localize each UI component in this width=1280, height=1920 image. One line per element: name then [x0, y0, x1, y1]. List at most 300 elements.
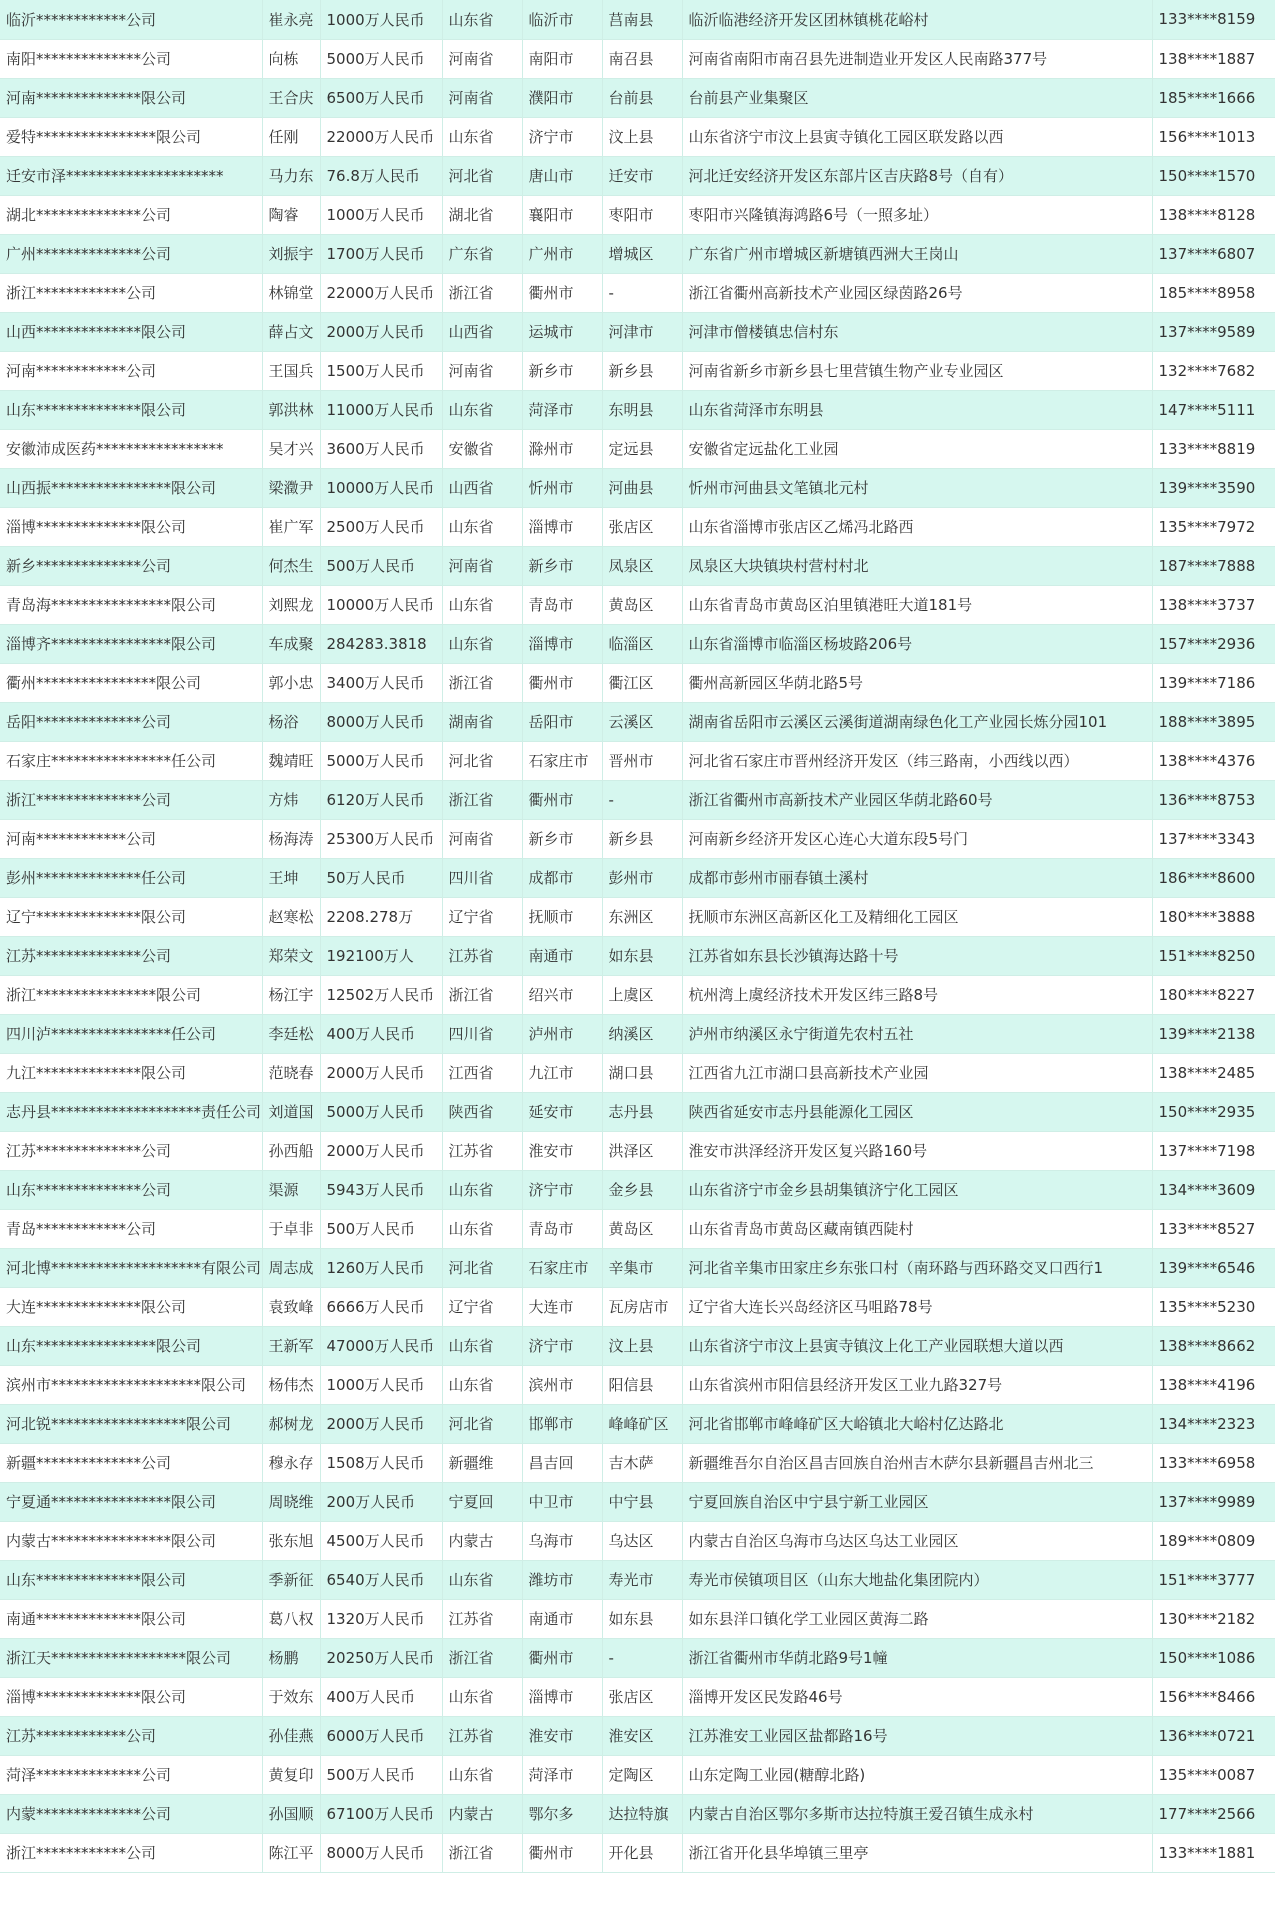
address-cell: 成都市彭州市丽春镇土溪村	[682, 858, 1152, 897]
district-cell: 乌达区	[602, 1521, 682, 1560]
address-cell: 杭州湾上虞经济技术开发区纬三路8号	[682, 975, 1152, 1014]
table-row	[0, 1443, 1275, 1482]
company-name-cell: 江苏**************公司	[0, 1131, 262, 1170]
table-row	[0, 1833, 1275, 1872]
city-cell: 济宁市	[522, 1326, 602, 1365]
district-cell: 张店区	[602, 507, 682, 546]
legal-rep-cell: 杨鹏	[262, 1638, 320, 1677]
capital-cell: 2208.278万	[320, 897, 442, 936]
address-cell: 新疆维吾尔自治区昌吉回族自治州吉木萨尔县新疆昌吉州北三	[682, 1443, 1152, 1482]
city-cell: 成都市	[522, 858, 602, 897]
company-name-cell: 江苏**************公司	[0, 936, 262, 975]
capital-cell: 500万人民币	[320, 1209, 442, 1248]
province-cell: 山东省	[442, 1677, 522, 1716]
province-cell: 内蒙古	[442, 1521, 522, 1560]
table-row	[0, 741, 1275, 780]
legal-rep-cell: 崔永亮	[262, 0, 320, 39]
district-cell: 黄岛区	[602, 585, 682, 624]
address-cell: 河南省新乡市新乡县七里营镇生物产业专业园区	[682, 351, 1152, 390]
capital-cell: 8000万人民币	[320, 702, 442, 741]
legal-rep-cell: 何杰生	[262, 546, 320, 585]
table-row	[0, 1365, 1275, 1404]
legal-rep-cell: 渠源	[262, 1170, 320, 1209]
company-name-cell: 浙江************公司	[0, 1833, 262, 1872]
district-cell: 衢江区	[602, 663, 682, 702]
legal-rep-cell: 周晓维	[262, 1482, 320, 1521]
legal-rep-cell: 杨伟杰	[262, 1365, 320, 1404]
address-cell: 山东省济宁市金乡县胡集镇济宁化工园区	[682, 1170, 1152, 1209]
capital-cell: 1700万人民币	[320, 234, 442, 273]
table-row	[0, 1287, 1275, 1326]
district-cell: 迁安市	[602, 156, 682, 195]
province-cell: 山东省	[442, 117, 522, 156]
address-cell: 浙江省衢州市高新技术产业园区华荫北路60号	[682, 780, 1152, 819]
address-cell: 山东省济宁市汶上县寅寺镇汶上化工产业园联想大道以西	[682, 1326, 1152, 1365]
legal-rep-cell: 郝树龙	[262, 1404, 320, 1443]
district-cell: 凤泉区	[602, 546, 682, 585]
company-name-cell: 青岛海****************限公司	[0, 585, 262, 624]
province-cell: 河南省	[442, 78, 522, 117]
legal-rep-cell: 陈江平	[262, 1833, 320, 1872]
company-name-cell: 江苏************公司	[0, 1716, 262, 1755]
phone-cell: 137****7198	[1152, 1131, 1275, 1170]
legal-rep-cell: 王合庆	[262, 78, 320, 117]
company-name-cell: 九江**************限公司	[0, 1053, 262, 1092]
province-cell: 辽宁省	[442, 1287, 522, 1326]
phone-cell: 139****2138	[1152, 1014, 1275, 1053]
address-cell: 江苏淮安工业园区盐都路16号	[682, 1716, 1152, 1755]
phone-cell: 187****7888	[1152, 546, 1275, 585]
district-cell: 洪泽区	[602, 1131, 682, 1170]
capital-cell: 1000万人民币	[320, 195, 442, 234]
province-cell: 新疆维	[442, 1443, 522, 1482]
district-cell: 寿光市	[602, 1560, 682, 1599]
district-cell: -	[602, 273, 682, 312]
legal-rep-cell: 葛八权	[262, 1599, 320, 1638]
address-cell: 广东省广州市增城区新塘镇西洲大王岗山	[682, 234, 1152, 273]
company-name-cell: 河北博********************有限公司	[0, 1248, 262, 1287]
legal-rep-cell: 王坤	[262, 858, 320, 897]
capital-cell: 1000万人民币	[320, 0, 442, 39]
table-row	[0, 546, 1275, 585]
capital-cell: 10000万人民币	[320, 468, 442, 507]
district-cell: 瓦房店市	[602, 1287, 682, 1326]
capital-cell: 1320万人民币	[320, 1599, 442, 1638]
table-row	[0, 273, 1275, 312]
phone-cell: 157****2936	[1152, 624, 1275, 663]
phone-cell: 150****2935	[1152, 1092, 1275, 1131]
province-cell: 江苏省	[442, 936, 522, 975]
capital-cell: 50万人民币	[320, 858, 442, 897]
district-cell: -	[602, 780, 682, 819]
address-cell: 山东省青岛市黄岛区藏南镇西陡村	[682, 1209, 1152, 1248]
table-row	[0, 858, 1275, 897]
city-cell: 济宁市	[522, 117, 602, 156]
company-name-cell: 彭州**************任公司	[0, 858, 262, 897]
district-cell: 纳溪区	[602, 1014, 682, 1053]
address-cell: 忻州市河曲县文笔镇北元村	[682, 468, 1152, 507]
phone-cell: 136****8753	[1152, 780, 1275, 819]
province-cell: 安徽省	[442, 429, 522, 468]
address-cell: 泸州市纳溪区永宁街道先农村五社	[682, 1014, 1152, 1053]
capital-cell: 2000万人民币	[320, 1053, 442, 1092]
district-cell: 汶上县	[602, 117, 682, 156]
district-cell: 如东县	[602, 1599, 682, 1638]
company-name-cell: 岳阳**************公司	[0, 702, 262, 741]
city-cell: 衢州市	[522, 663, 602, 702]
city-cell: 忻州市	[522, 468, 602, 507]
table-row	[0, 897, 1275, 936]
phone-cell: 130****2182	[1152, 1599, 1275, 1638]
capital-cell: 400万人民币	[320, 1677, 442, 1716]
address-cell: 内蒙古自治区乌海市乌达区乌达工业园区	[682, 1521, 1152, 1560]
company-name-cell: 青岛************公司	[0, 1209, 262, 1248]
address-cell: 河南省南阳市南召县先进制造业开发区人民南路377号	[682, 39, 1152, 78]
company-name-cell: 大连**************限公司	[0, 1287, 262, 1326]
company-name-cell: 新疆**************公司	[0, 1443, 262, 1482]
company-name-cell: 山西振****************限公司	[0, 468, 262, 507]
phone-cell: 132****7682	[1152, 351, 1275, 390]
district-cell: 台前县	[602, 78, 682, 117]
company-name-cell: 山东****************限公司	[0, 1326, 262, 1365]
district-cell: 东洲区	[602, 897, 682, 936]
city-cell: 潍坊市	[522, 1560, 602, 1599]
company-name-cell: 志丹县********************责任公司	[0, 1092, 262, 1131]
phone-cell: 180****8227	[1152, 975, 1275, 1014]
phone-cell: 189****0809	[1152, 1521, 1275, 1560]
phone-cell: 139****6546	[1152, 1248, 1275, 1287]
table-row	[0, 1053, 1275, 1092]
city-cell: 濮阳市	[522, 78, 602, 117]
phone-cell: 135****7972	[1152, 507, 1275, 546]
phone-cell: 138****8662	[1152, 1326, 1275, 1365]
city-cell: 鄂尔多	[522, 1794, 602, 1833]
address-cell: 山东省菏泽市东明县	[682, 390, 1152, 429]
company-name-cell: 新乡**************公司	[0, 546, 262, 585]
legal-rep-cell: 袁致峰	[262, 1287, 320, 1326]
legal-rep-cell: 孙佳燕	[262, 1716, 320, 1755]
legal-rep-cell: 张东旭	[262, 1521, 320, 1560]
province-cell: 山东省	[442, 624, 522, 663]
legal-rep-cell: 薛占文	[262, 312, 320, 351]
province-cell: 河南省	[442, 351, 522, 390]
company-name-cell: 河南************公司	[0, 819, 262, 858]
province-cell: 山西省	[442, 312, 522, 351]
phone-cell: 138****3737	[1152, 585, 1275, 624]
company-name-cell: 爱特****************限公司	[0, 117, 262, 156]
capital-cell: 8000万人民币	[320, 1833, 442, 1872]
table-row	[0, 507, 1275, 546]
district-cell: 临淄区	[602, 624, 682, 663]
province-cell: 浙江省	[442, 273, 522, 312]
district-cell: 上虞区	[602, 975, 682, 1014]
city-cell: 广州市	[522, 234, 602, 273]
district-cell: 云溪区	[602, 702, 682, 741]
address-cell: 淄博开发区民发路46号	[682, 1677, 1152, 1716]
company-name-cell: 浙江************公司	[0, 273, 262, 312]
legal-rep-cell: 车成聚	[262, 624, 320, 663]
capital-cell: 2000万人民币	[320, 312, 442, 351]
capital-cell: 6120万人民币	[320, 780, 442, 819]
table-row	[0, 0, 1275, 39]
district-cell: 新乡县	[602, 819, 682, 858]
address-cell: 浙江省开化县华埠镇三里亭	[682, 1833, 1152, 1872]
company-name-cell: 河南**************限公司	[0, 78, 262, 117]
province-cell: 山东省	[442, 585, 522, 624]
city-cell: 衢州市	[522, 1638, 602, 1677]
legal-rep-cell: 马力东	[262, 156, 320, 195]
district-cell: 莒南县	[602, 0, 682, 39]
phone-cell: 185****8958	[1152, 273, 1275, 312]
address-cell: 河北省石家庄市晋州经济开发区（纬三路南，小西线以西）	[682, 741, 1152, 780]
table-row	[0, 1521, 1275, 1560]
phone-cell: 139****7186	[1152, 663, 1275, 702]
province-cell: 浙江省	[442, 663, 522, 702]
phone-cell: 133****1881	[1152, 1833, 1275, 1872]
province-cell: 河北省	[442, 1248, 522, 1287]
legal-rep-cell: 郭洪林	[262, 390, 320, 429]
table-row	[0, 1599, 1275, 1638]
city-cell: 济宁市	[522, 1170, 602, 1209]
capital-cell: 6540万人民币	[320, 1560, 442, 1599]
capital-cell: 3400万人民币	[320, 663, 442, 702]
phone-cell: 137****9589	[1152, 312, 1275, 351]
legal-rep-cell: 穆永存	[262, 1443, 320, 1482]
table-row	[0, 351, 1275, 390]
phone-cell: 177****2566	[1152, 1794, 1275, 1833]
table-row	[0, 117, 1275, 156]
table-row	[0, 1638, 1275, 1677]
phone-cell: 139****3590	[1152, 468, 1275, 507]
district-cell: 中宁县	[602, 1482, 682, 1521]
table-row	[0, 1209, 1275, 1248]
address-cell: 河津市僧楼镇忠信村东	[682, 312, 1152, 351]
company-name-cell: 河南************公司	[0, 351, 262, 390]
phone-cell: 135****0087	[1152, 1755, 1275, 1794]
phone-cell: 156****8466	[1152, 1677, 1275, 1716]
capital-cell: 11000万人民币	[320, 390, 442, 429]
province-cell: 浙江省	[442, 975, 522, 1014]
province-cell: 山东省	[442, 1326, 522, 1365]
phone-cell: 156****1013	[1152, 117, 1275, 156]
legal-rep-cell: 李廷松	[262, 1014, 320, 1053]
capital-cell: 284283.3818	[320, 624, 442, 663]
legal-rep-cell: 赵寒松	[262, 897, 320, 936]
phone-cell: 137****3343	[1152, 819, 1275, 858]
phone-cell: 138****2485	[1152, 1053, 1275, 1092]
phone-cell: 151****3777	[1152, 1560, 1275, 1599]
table-row	[0, 234, 1275, 273]
table-row	[0, 1482, 1275, 1521]
capital-cell: 5943万人民币	[320, 1170, 442, 1209]
province-cell: 江苏省	[442, 1716, 522, 1755]
district-cell: 峰峰矿区	[602, 1404, 682, 1443]
district-cell: 新乡县	[602, 351, 682, 390]
legal-rep-cell: 孙西船	[262, 1131, 320, 1170]
address-cell: 安徽省定远盐化工业园	[682, 429, 1152, 468]
table-row	[0, 1677, 1275, 1716]
capital-cell: 3600万人民币	[320, 429, 442, 468]
district-cell: 如东县	[602, 936, 682, 975]
address-cell: 宁夏回族自治区中宁县宁新工业园区	[682, 1482, 1152, 1521]
address-cell: 山东省济宁市汶上县寅寺镇化工园区联发路以西	[682, 117, 1152, 156]
capital-cell: 6666万人民币	[320, 1287, 442, 1326]
district-cell: 张店区	[602, 1677, 682, 1716]
legal-rep-cell: 杨海涛	[262, 819, 320, 858]
district-cell: 辛集市	[602, 1248, 682, 1287]
legal-rep-cell: 林锦堂	[262, 273, 320, 312]
city-cell: 新乡市	[522, 546, 602, 585]
capital-cell: 47000万人民币	[320, 1326, 442, 1365]
address-cell: 如东县洋口镇化学工业园区黄海二路	[682, 1599, 1152, 1638]
company-name-cell: 浙江**************公司	[0, 780, 262, 819]
phone-cell: 138****1887	[1152, 39, 1275, 78]
address-cell: 淮安市洪泽经济开发区复兴路160号	[682, 1131, 1152, 1170]
province-cell: 山东省	[442, 507, 522, 546]
capital-cell: 5000万人民币	[320, 1092, 442, 1131]
company-name-cell: 滨州市********************限公司	[0, 1365, 262, 1404]
address-cell: 山东省滨州市阳信县经济开发区工业九路327号	[682, 1365, 1152, 1404]
capital-cell: 5000万人民币	[320, 39, 442, 78]
phone-cell: 147****5111	[1152, 390, 1275, 429]
table-row	[0, 1560, 1275, 1599]
table-row	[0, 1092, 1275, 1131]
address-cell: 河南新乡经济开发区心连心大道东段5号门	[682, 819, 1152, 858]
district-cell: 阳信县	[602, 1365, 682, 1404]
province-cell: 江西省	[442, 1053, 522, 1092]
city-cell: 滁州市	[522, 429, 602, 468]
company-name-cell: 内蒙古****************限公司	[0, 1521, 262, 1560]
table-row	[0, 624, 1275, 663]
phone-cell: 151****8250	[1152, 936, 1275, 975]
address-cell: 凤泉区大块镇块村营村村北	[682, 546, 1152, 585]
table-row	[0, 1170, 1275, 1209]
legal-rep-cell: 郑荣文	[262, 936, 320, 975]
address-cell: 枣阳市兴隆镇海鸿路6号（一照多址）	[682, 195, 1152, 234]
address-cell: 陕西省延安市志丹县能源化工园区	[682, 1092, 1152, 1131]
legal-rep-cell: 刘熙龙	[262, 585, 320, 624]
legal-rep-cell: 于卓非	[262, 1209, 320, 1248]
address-cell: 江西省九江市湖口县高新技术产业园	[682, 1053, 1152, 1092]
phone-cell: 133****8527	[1152, 1209, 1275, 1248]
province-cell: 四川省	[442, 1014, 522, 1053]
address-cell: 衢州高新园区华荫北路5号	[682, 663, 1152, 702]
legal-rep-cell: 刘振宇	[262, 234, 320, 273]
legal-rep-cell: 郭小忠	[262, 663, 320, 702]
legal-rep-cell: 周志成	[262, 1248, 320, 1287]
city-cell: 新乡市	[522, 351, 602, 390]
address-cell: 山东省淄博市张店区乙烯冯北路西	[682, 507, 1152, 546]
capital-cell: 1260万人民币	[320, 1248, 442, 1287]
legal-rep-cell: 陶睿	[262, 195, 320, 234]
province-cell: 河北省	[442, 156, 522, 195]
capital-cell: 2000万人民币	[320, 1131, 442, 1170]
table-row	[0, 39, 1275, 78]
city-cell: 淮安市	[522, 1131, 602, 1170]
company-name-cell: 辽宁**************限公司	[0, 897, 262, 936]
city-cell: 淄博市	[522, 507, 602, 546]
company-name-cell: 山东**************限公司	[0, 1560, 262, 1599]
legal-rep-cell: 向栋	[262, 39, 320, 78]
city-cell: 岳阳市	[522, 702, 602, 741]
city-cell: 青岛市	[522, 1209, 602, 1248]
capital-cell: 200万人民币	[320, 1482, 442, 1521]
province-cell: 山西省	[442, 468, 522, 507]
company-name-cell: 衢州****************限公司	[0, 663, 262, 702]
company-name-cell: 湖北**************公司	[0, 195, 262, 234]
city-cell: 运城市	[522, 312, 602, 351]
table-row	[0, 936, 1275, 975]
address-cell: 浙江省衢州高新技术产业园区绿茵路26号	[682, 273, 1152, 312]
district-cell: 河曲县	[602, 468, 682, 507]
province-cell: 河北省	[442, 741, 522, 780]
city-cell: 衢州市	[522, 1833, 602, 1872]
address-cell: 寿光市侯镇项目区（山东大地盐化集团院内）	[682, 1560, 1152, 1599]
province-cell: 山东省	[442, 1755, 522, 1794]
table-row	[0, 663, 1275, 702]
table-row	[0, 1326, 1275, 1365]
address-cell: 江苏省如东县长沙镇海达路十号	[682, 936, 1152, 975]
address-cell: 河北省辛集市田家庄乡东张口村（南环路与西环路交叉口西行1	[682, 1248, 1152, 1287]
phone-cell: 133****6958	[1152, 1443, 1275, 1482]
province-cell: 江苏省	[442, 1599, 522, 1638]
city-cell: 昌吉回	[522, 1443, 602, 1482]
province-cell: 宁夏回	[442, 1482, 522, 1521]
city-cell: 衢州市	[522, 273, 602, 312]
city-cell: 绍兴市	[522, 975, 602, 1014]
table-row	[0, 702, 1275, 741]
city-cell: 菏泽市	[522, 1755, 602, 1794]
phone-cell: 150****1086	[1152, 1638, 1275, 1677]
phone-cell: 135****5230	[1152, 1287, 1275, 1326]
city-cell: 邯郸市	[522, 1404, 602, 1443]
capital-cell: 192100万人	[320, 936, 442, 975]
district-cell: 汶上县	[602, 1326, 682, 1365]
legal-rep-cell: 孙国顺	[262, 1794, 320, 1833]
company-name-cell: 临沂************公司	[0, 0, 262, 39]
province-cell: 湖南省	[442, 702, 522, 741]
capital-cell: 76.8万人民币	[320, 156, 442, 195]
address-cell: 湖南省岳阳市云溪区云溪街道湖南绿色化工产业园长炼分园101	[682, 702, 1152, 741]
phone-cell: 137****6807	[1152, 234, 1275, 273]
phone-cell: 133****8159	[1152, 0, 1275, 39]
address-cell: 浙江省衢州市华荫北路9号1幢	[682, 1638, 1152, 1677]
table-row	[0, 975, 1275, 1014]
legal-rep-cell: 杨江宇	[262, 975, 320, 1014]
phone-cell: 180****3888	[1152, 897, 1275, 936]
company-name-cell: 宁夏通****************限公司	[0, 1482, 262, 1521]
legal-rep-cell: 范晓春	[262, 1053, 320, 1092]
province-cell: 四川省	[442, 858, 522, 897]
district-cell: 南召县	[602, 39, 682, 78]
city-cell: 衢州市	[522, 780, 602, 819]
city-cell: 淄博市	[522, 624, 602, 663]
province-cell: 湖北省	[442, 195, 522, 234]
city-cell: 青岛市	[522, 585, 602, 624]
table-row	[0, 819, 1275, 858]
province-cell: 浙江省	[442, 1833, 522, 1872]
district-cell: -	[602, 1638, 682, 1677]
capital-cell: 1500万人民币	[320, 351, 442, 390]
district-cell: 晋州市	[602, 741, 682, 780]
table-row	[0, 195, 1275, 234]
district-cell: 淮安区	[602, 1716, 682, 1755]
legal-rep-cell: 任刚	[262, 117, 320, 156]
province-cell: 山东省	[442, 1365, 522, 1404]
company-name-cell: 山东**************公司	[0, 1170, 262, 1209]
company-name-cell: 河北锐******************限公司	[0, 1404, 262, 1443]
table-row	[0, 1248, 1275, 1287]
